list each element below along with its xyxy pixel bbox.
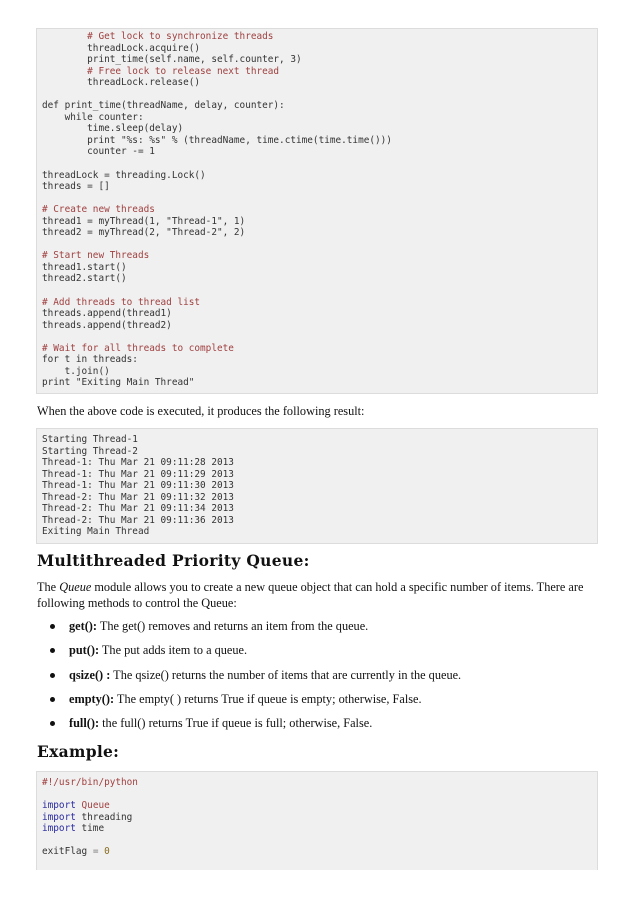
code-line: # Start new Threads — [42, 250, 150, 262]
code-line: exitFlag = 0 — [42, 846, 110, 858]
code-block-example — [36, 771, 598, 870]
section-heading: Multithreaded Priority Queue: — [37, 551, 310, 570]
output-line: Exiting Main Thread — [42, 526, 150, 538]
method-desc: the full() returns True if queue is full; otherwise, False. — [99, 716, 373, 730]
method-desc: The qsize() returns the number of items that are currently in the queue. — [110, 668, 462, 682]
code-line: while counter: — [42, 111, 144, 123]
code-line — [42, 158, 597, 170]
output-line: Thread-2: Thu Mar 21 09:11:34 2013 — [42, 503, 234, 515]
code-line: #!/usr/bin/python — [42, 777, 138, 788]
queue-intro-paragraph — [37, 580, 597, 611]
method-name: full(): — [69, 716, 100, 730]
code-line: import time — [42, 823, 105, 835]
code-line: threadLock = threading.Lock() — [42, 169, 206, 181]
intro-before: The — [37, 580, 60, 594]
method-name: qsize() : — [69, 668, 111, 682]
intro-module-name: Queue — [59, 580, 92, 594]
bullet-icon — [50, 721, 55, 726]
code-line — [42, 789, 597, 801]
code-line: t.join() — [42, 365, 110, 377]
output-line: Thread-1: Thu Mar 21 09:11:29 2013 — [42, 468, 234, 480]
code-line: # Add threads to thread list — [42, 296, 201, 308]
intro-after: module allows you to create a new queue object that can hold a specific number of items. There are following methods to control the Queue: — [37, 580, 584, 610]
code-line — [42, 193, 597, 205]
example-heading: Example: — [37, 742, 120, 761]
code-line: # Wait for all threads to complete — [42, 342, 234, 354]
code-line — [42, 89, 597, 101]
code-line — [42, 835, 597, 847]
code-line: # Create new threads — [42, 204, 155, 216]
code-line: counter -= 1 — [42, 146, 155, 158]
code-line: print "%s: %s" % (threadName, time.ctime(time.time())) — [42, 134, 392, 146]
code-line: # Get lock to synchronize threads — [42, 31, 274, 42]
result-intro: When the above code is executed, it produces the following result: — [37, 404, 365, 418]
method-desc: The get() removes and returns an item from the queue. — [97, 619, 369, 633]
code-line: thread2.start() — [42, 273, 127, 285]
method-name: get(): — [69, 619, 97, 633]
code-line: threadLock.release() — [42, 77, 201, 89]
bullet-icon — [50, 697, 55, 702]
code-line: # Free lock to release next thread — [42, 65, 280, 77]
method-desc: The put adds item to a queue. — [99, 643, 248, 657]
code-line: threads.append(thread2) — [42, 319, 172, 331]
code-line — [42, 331, 597, 343]
bullet-icon — [50, 648, 55, 653]
output-line: Thread-2: Thu Mar 21 09:11:32 2013 — [42, 491, 234, 503]
output-line: Thread-1: Thu Mar 21 09:11:30 2013 — [42, 480, 234, 492]
code-line — [42, 239, 597, 251]
code-block-threading — [36, 28, 598, 394]
bullet-icon — [50, 673, 55, 678]
output-line: Thread-1: Thu Mar 21 09:11:28 2013 — [42, 457, 234, 469]
method-desc: The empty( ) returns True if queue is empty; otherwise, False. — [114, 692, 422, 706]
output-line: Thread-2: Thu Mar 21 09:11:36 2013 — [42, 514, 234, 526]
code-line: import threading — [42, 811, 133, 823]
code-line: for t in threads: — [42, 354, 138, 366]
code-line — [42, 285, 597, 297]
output-line: Starting Thread-1 — [42, 434, 138, 445]
method-name: put(): — [69, 643, 100, 657]
output-line: Starting Thread-2 — [42, 445, 138, 457]
code-line: threadLock.acquire() — [42, 42, 201, 54]
code-block-output — [36, 428, 598, 544]
method-name: empty(): — [69, 692, 115, 706]
code-line: thread2 = myThread(2, "Thread-2", 2) — [42, 227, 246, 239]
bullet-icon — [50, 624, 55, 629]
code-line: threads.append(thread1) — [42, 308, 172, 320]
code-line: threads = [] — [42, 181, 110, 193]
code-line: import Queue — [42, 800, 110, 812]
code-line: time.sleep(delay) — [42, 123, 184, 135]
code-line: print_time(self.name, self.counter, 3) — [42, 54, 302, 66]
code-line: def print_time(threadName, delay, counter): — [42, 100, 285, 112]
code-line: thread1 = myThread(1, "Thread-1", 1) — [42, 215, 246, 227]
code-line: print "Exiting Main Thread" — [42, 377, 195, 389]
code-line: thread1.start() — [42, 261, 127, 273]
